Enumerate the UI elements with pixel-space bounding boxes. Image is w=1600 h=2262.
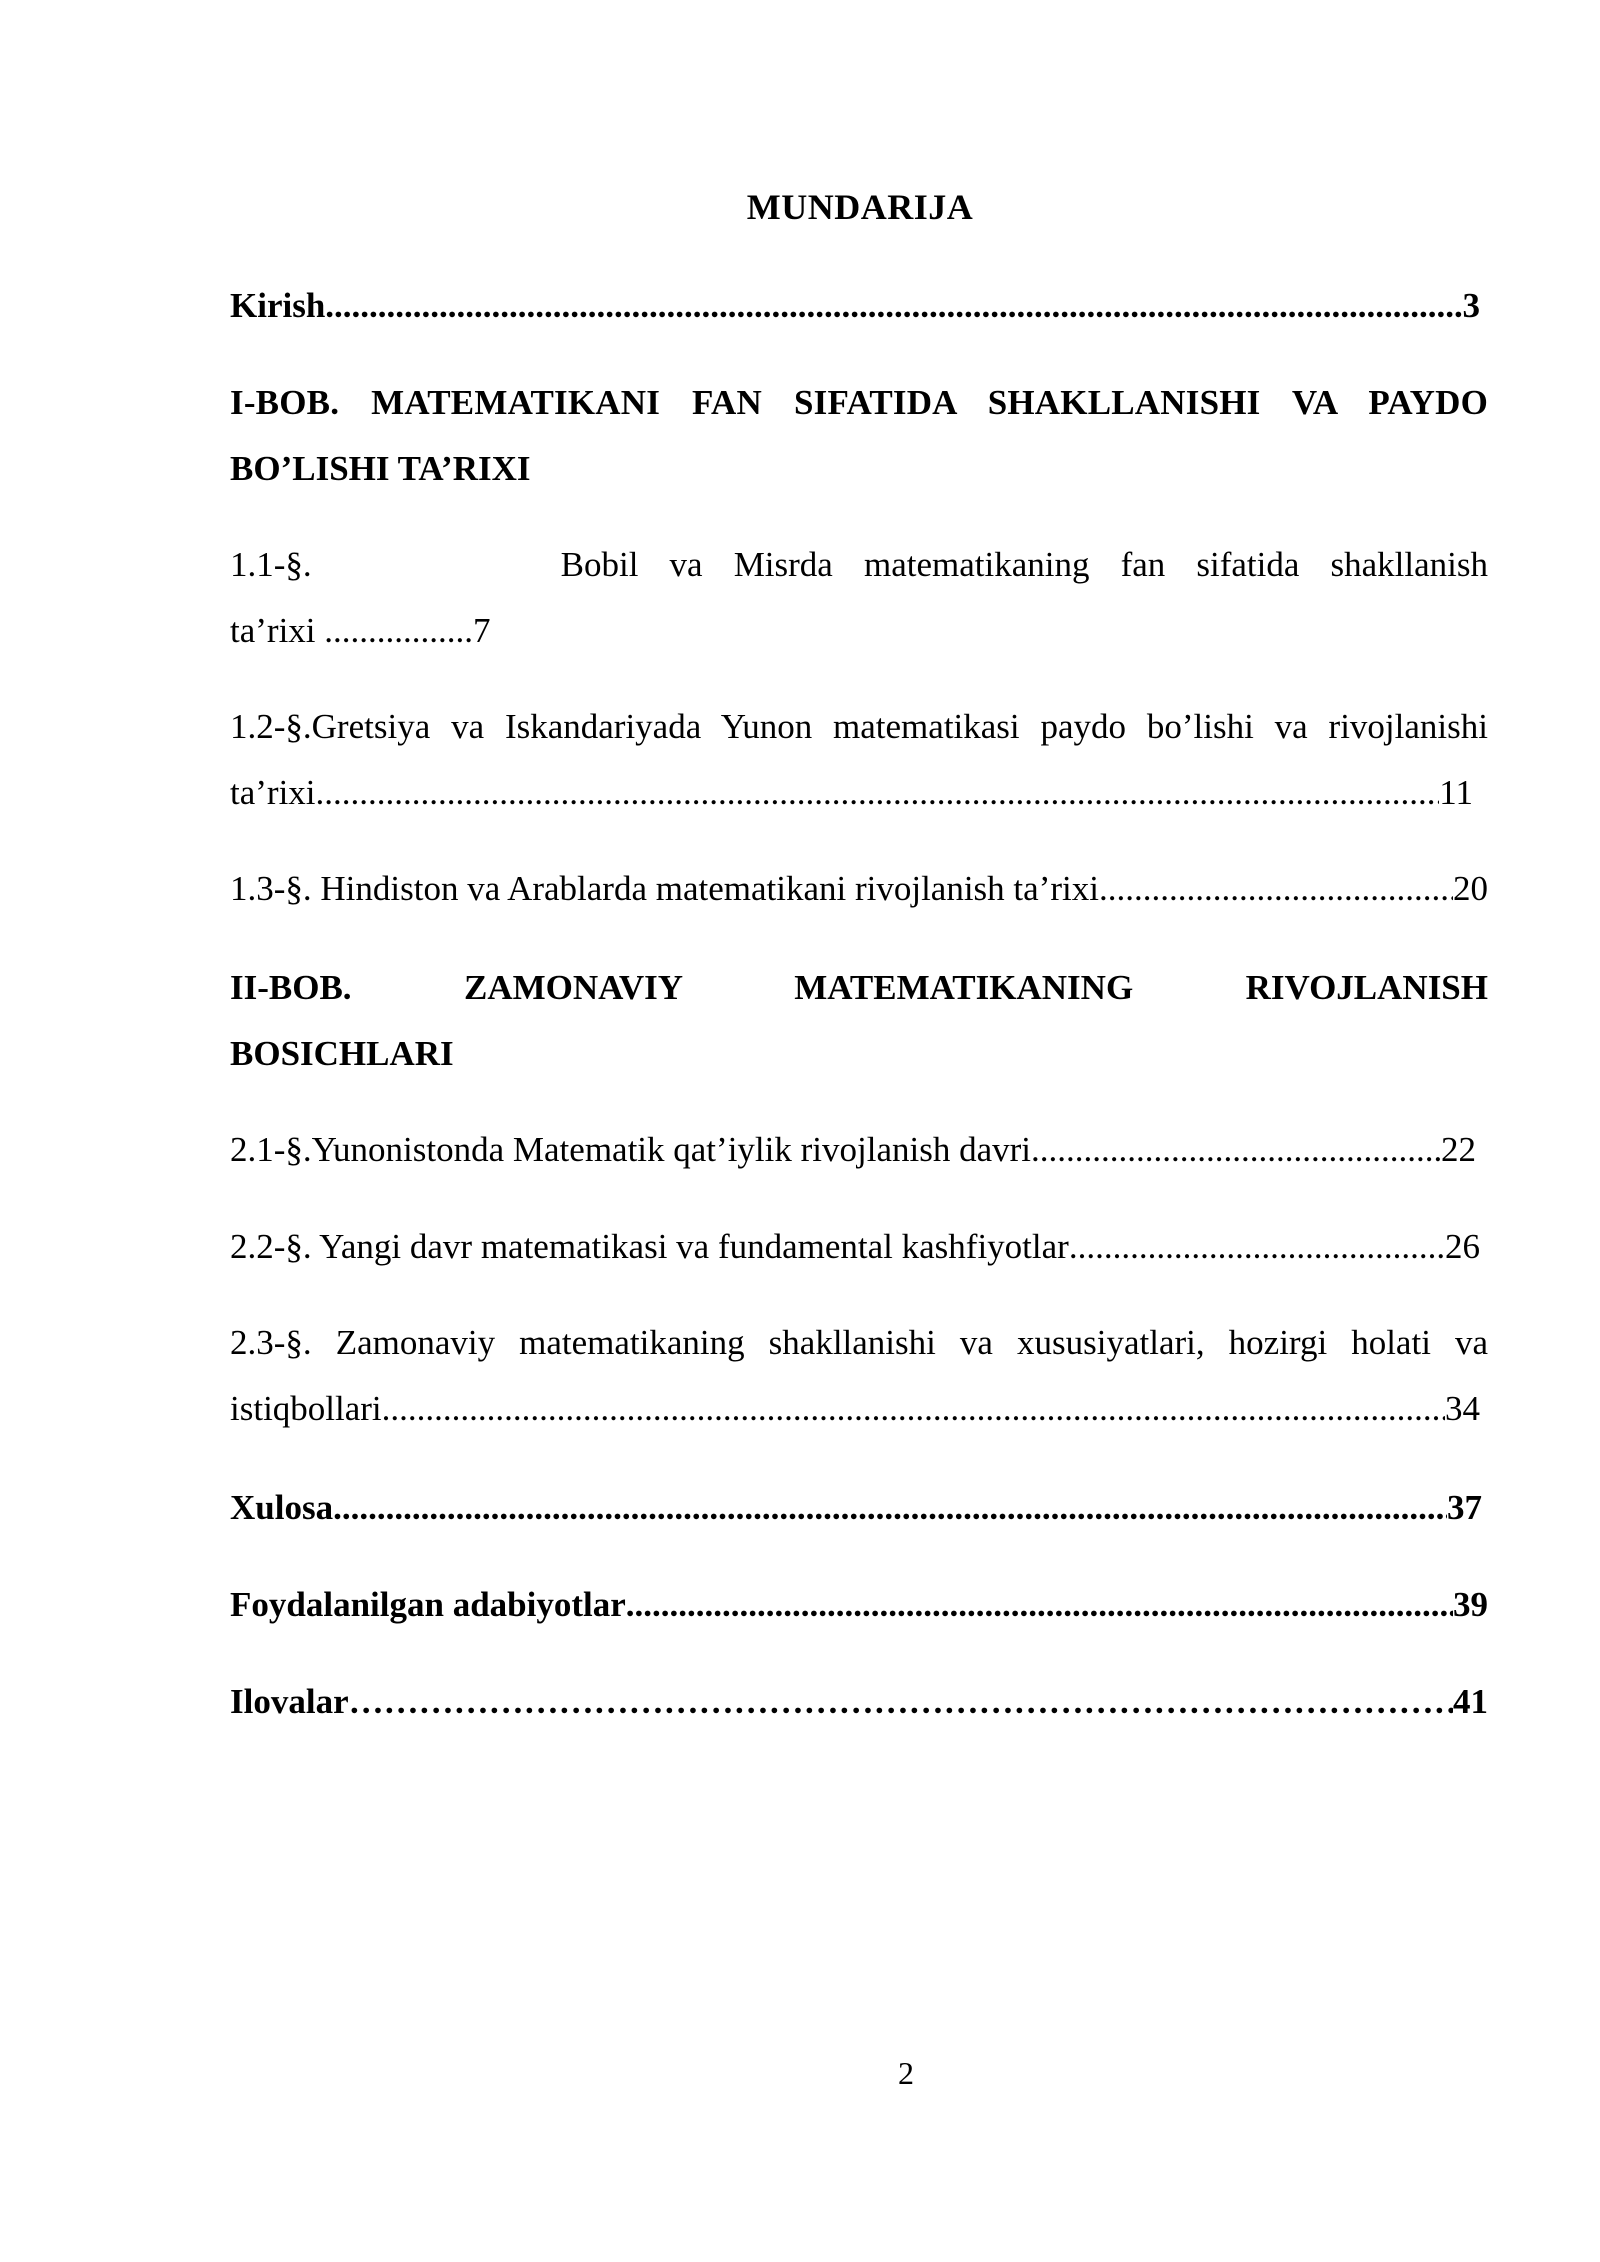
toc-section-2-3-line1[interactable]: 2.3-§. Zamonaviy matematikaning shakllanishi va xususiyatlari, hozirgi holati va [230,1323,1488,1362]
toc-entry-label: 2.2-§. Yangi davr matematikasi va fundamental kashfiyotlar [230,1227,1069,1266]
toc-section-1-2-line2 [230,760,1473,825]
leader-dots [349,1669,1453,1734]
toc-entry-adabiyotlar[interactable] [230,1572,1488,1637]
toc-entry-page: 39 [1453,1585,1488,1624]
toc-entry-label: ta’rixi [230,611,325,650]
toc-entry-label: ta’rixi [230,773,316,812]
leader-dots [1031,1117,1441,1182]
toc-entry-page: 26 [1445,1227,1480,1266]
toc-section-1-3[interactable] [230,856,1488,921]
toc-entry-page: 11 [1439,773,1473,812]
page-number: 2 [898,2055,914,2091]
leader-dots [1099,856,1453,921]
toc-entry-page: 37 [1447,1488,1482,1527]
toc-entry-label: 1.3-§. Hindiston va Arablarda matematikani rivojlanish ta’rixi [230,869,1099,908]
toc-entry-page: 20 [1453,869,1488,908]
leader-dots: ................. [324,611,474,650]
toc-chapter-2-line2: BOSICHLARI [230,1034,454,1073]
toc-entry-label: Xulosa [230,1488,334,1527]
toc-entry-ilovalar[interactable] [230,1669,1488,1734]
leader-dots [382,1376,1445,1441]
toc-entry-label: 2.1-§.Yunonistonda Matematik qat’iylik rivojlanish davri [230,1130,1031,1169]
leader-dots [626,1572,1453,1637]
toc-chapter-1-line2: BO’LISHI TA’RIXI [230,449,531,488]
toc-section-1-1-line1[interactable]: 1.1-§. Bobil va Misrda matematikaning fan sifatida shakllanish [230,545,1488,584]
toc-chapter-1-line1[interactable]: I-BOB. MATEMATIKANI FAN SIFATIDA SHAKLLANISHI VA PAYDO [230,383,1488,422]
toc-entry-xulosa[interactable] [230,1475,1482,1540]
toc-section-1-1-line2 [230,598,1488,663]
toc-section-2-3-line2 [230,1376,1480,1441]
leader-dots [325,273,1462,338]
toc-entry-page: 22 [1441,1130,1476,1169]
toc-title: MUNDARIJA [746,187,974,227]
toc-entry-page: 34 [1445,1389,1480,1428]
leader-dots [316,760,1440,825]
leader-dots [333,1475,1447,1540]
toc-entry-label: istiqbollari [230,1389,382,1428]
toc-entry-label: Kirish [230,286,326,325]
toc-section-2-1[interactable] [230,1117,1476,1182]
toc-section-2-2[interactable] [230,1214,1480,1279]
toc-entry-page: 3 [1462,286,1480,325]
toc-section-1-2-line1[interactable]: 1.2-§.Gretsiya va Iskandariyada Yunon matematikasi paydo bo’lishi va rivojlanishi [230,707,1488,746]
toc-entry-kirish[interactable] [230,273,1480,338]
toc-entry-label: Ilovalar [230,1682,349,1721]
toc-entry-page: 41 [1453,1682,1488,1721]
toc-entry-page: 7 [473,611,491,650]
leader-dots [1069,1214,1445,1279]
toc-entry-label: Foydalanilgan adabiyotlar [230,1585,626,1624]
toc-chapter-2-line1[interactable]: II-BOB. ZAMONAVIY MATEMATIKANING RIVOJLANISH [230,968,1488,1007]
